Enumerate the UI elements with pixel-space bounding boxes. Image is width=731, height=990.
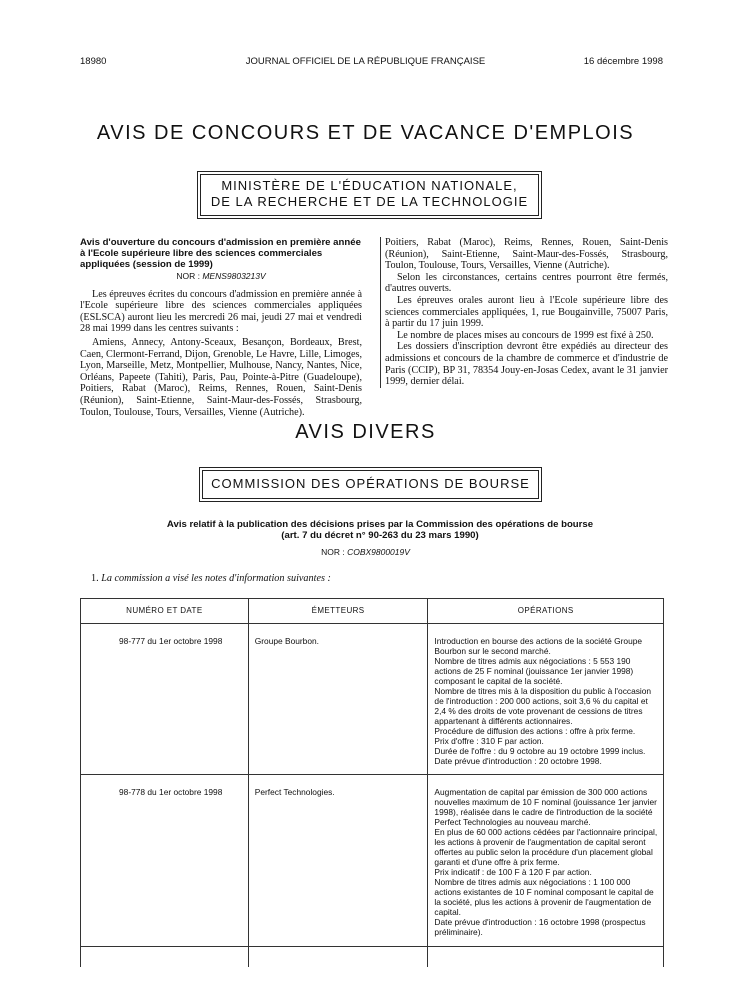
operation-line: Nombre de titres admis aux négociations : 1 100 000 actions existantes de 10 F nominal composant le capital de la société, plus les actions à provenir de l'augmentation de capital.: [434, 877, 654, 917]
numero-cell: 98-778 du 1er octobre 1998: [81, 775, 249, 947]
ministry-line-1: MINISTÈRE DE L'ÉDUCATION NATIONALE,: [221, 178, 518, 193]
table-row: [81, 775, 664, 947]
operation-line: Nombre de titres mis à la disposition du public à l'occasion de l'introduction : 200 000 actions, soit 3,6 % du capital et 2,4 % des droits de vote provenant de cessions de titres appartenant à différents actionnaires.: [434, 686, 652, 726]
operations-cell: [428, 775, 664, 947]
operations-cell: [428, 624, 664, 775]
commission-box: [199, 467, 542, 502]
operation-line: Prix indicatif : de 100 F à 120 F par action.: [434, 867, 592, 877]
avis1-paragraph-6: Les dossiers d'inscription devront être expédiés au directeur des admissions et concours de la chambre de commerce et d'industrie de Paris (CCIP), BP 31, 78354 Jouy-en-Josas Cedex, avant le 31 janvier 1999, dernier délai.: [385, 341, 668, 388]
avis1-paragraph-3: Selon les circonstances, certains centres pourront être fermés, d'autres ouverts.: [385, 271, 668, 295]
operation-line: Augmentation de capital par émission de 300 000 actions nouvelles maximum de 10 F nominal (jouissance 1er janvier 1998), réalisée dans le cadre de l'introduction de la société Perfect Technologies au nouveau marché.: [434, 787, 657, 827]
avis2-nor: [0, 547, 731, 557]
avis2-title: [100, 519, 660, 541]
ministry-line-2: DE LA RECHERCHE ET DE LA TECHNOLOGIE: [210, 194, 529, 209]
section-title-concours: AVIS DE CONCOURS ET DE VACANCE D'EMPLOIS: [96, 122, 635, 144]
commission-name: COMMISSION DES OPÉRATIONS DE BOURSE: [202, 470, 539, 499]
nor-label: NOR :: [176, 271, 200, 281]
numero-cell: 98-777 du 1er octobre 1998: [81, 624, 249, 775]
intro-number: 1.: [91, 573, 99, 584]
table-header-row: [81, 599, 664, 624]
column-header-operations: OPÉRATIONS: [428, 599, 664, 624]
operation-line: En plus de 60 000 actions cédées par l'actionnaire principal, les actions à provenir de l'augmentation de capital seront offertes au public selon la procédure d'un placement global garanti et d'une offre à prix ferme.: [434, 827, 658, 867]
nor-value: COBX9800019V: [347, 547, 410, 557]
avis1-title: Avis d'ouverture du concours d'admission en première année à l'Ecole supérieure libre des sciences commerciales appliquées (session de 1999): [80, 237, 361, 270]
ministry-box: [197, 171, 542, 219]
operation-line: Durée de l'offre : du 9 octobre au 19 octobre 1999 inclus.: [434, 746, 646, 756]
operation-line: Date prévue d'introduction : 20 octobre 1998.: [434, 756, 602, 766]
avis2-title-line-1: Avis relatif à la publication des décisions prises par la Commission des opérations de bourse: [166, 519, 594, 530]
table-row: [81, 624, 664, 775]
operation-line: Nombre de titres admis aux négociations : 5 553 190 actions de 25 F nominal (jouissance 1er janvier 1998) composant le capital de la société.: [434, 656, 634, 686]
avis2-intro: [91, 573, 331, 584]
column-header-emetteurs: ÉMETTEURS: [248, 599, 428, 624]
operation-line: Introduction en bourse des actions de la société Groupe Bourbon sur le second marché.: [434, 636, 643, 656]
operations-table: [80, 598, 664, 967]
operation-line: Procédure de diffusion des actions : offre à prix ferme.: [434, 726, 636, 736]
avis1-left-column: [80, 237, 362, 418]
operation-line: Date prévue d'introduction : 16 octobre 1998 (prospectus préliminaire).: [434, 917, 646, 937]
nor-value: MENS9803213V: [202, 271, 266, 281]
column-header-numero: NUMÉRO ET DATE: [81, 599, 249, 624]
intro-text: La commission a visé les notes d'information suivantes :: [101, 573, 331, 584]
avis1-paragraph-2-continued: Poitiers, Rabat (Maroc), Reims, Rennes, Rouen, Saint-Denis (Réunion), Saint-Etienne, Saint-Maur-des-Fossés, Strasbourg, Toulon, Toulouse, Tours, Versailles, Vienne (Autriche).: [385, 237, 668, 272]
avis1-paragraph-4: Les épreuves orales auront lieu à l'Ecole supérieure libre des sciences commerciales appliquées, 1, rue Bougainville, 75007 Paris, à partir du 17 juin 1999.: [385, 294, 668, 330]
table-row-empty: [81, 947, 664, 968]
avis1-paragraph-2: Amiens, Annecy, Antony-Sceaux, Besançon, Bordeaux, Brest, Caen, Clermont-Ferrand, Dijon, Grenoble, Le Havre, Lille, Limoges, Lyon, Marseille, Metz, Montpellier, Mulhouse, Nancy, Nantes, Nice, Orléans, Papeete (Tahiti), Paris, Pau, Pointe-à-Pitre (Guadeloupe), Poitiers, Rabat (Maroc), Reims, Rennes, Rouen, Saint-Denis (Réunion), Saint-Etienne, Saint-Maur-des-Fossés, Strasbourg, Toulon, Toulouse, Tours, Versailles, Vienne (Autriche).: [80, 336, 362, 418]
avis1-right-column: [380, 237, 668, 388]
avis1-nor: [80, 271, 362, 283]
nor-label: NOR :: [321, 547, 345, 557]
journal-title: JOURNAL OFFICIEL DE LA RÉPUBLIQUE FRANÇAISE: [245, 56, 486, 67]
page-number: 18980: [80, 56, 107, 67]
avis1-paragraph-5: Le nombre de places mises au concours de 1999 est fixé à 250.: [397, 329, 654, 341]
emetteur-cell: Groupe Bourbon.: [248, 624, 428, 775]
section-title-avis-divers: AVIS DIVERS: [295, 421, 436, 443]
publication-date: 16 décembre 1998: [583, 56, 663, 67]
avis1-paragraph-1: Les épreuves écrites du concours d'admission en première année à l'Ecole supérieure libre des sciences commerciales appliquées (ESLSCA) auront lieu les mercredi 26 mai, jeudi 27 mai et vendredi 28 mai 1999 dans les centres suivants :: [80, 288, 362, 335]
operation-line: Prix d'offre : 310 F par action.: [434, 736, 544, 746]
avis2-title-line-2: (art. 7 du décret n° 90-263 du 23 mars 1990): [281, 530, 479, 541]
emetteur-cell: Perfect Technologies.: [248, 775, 428, 947]
